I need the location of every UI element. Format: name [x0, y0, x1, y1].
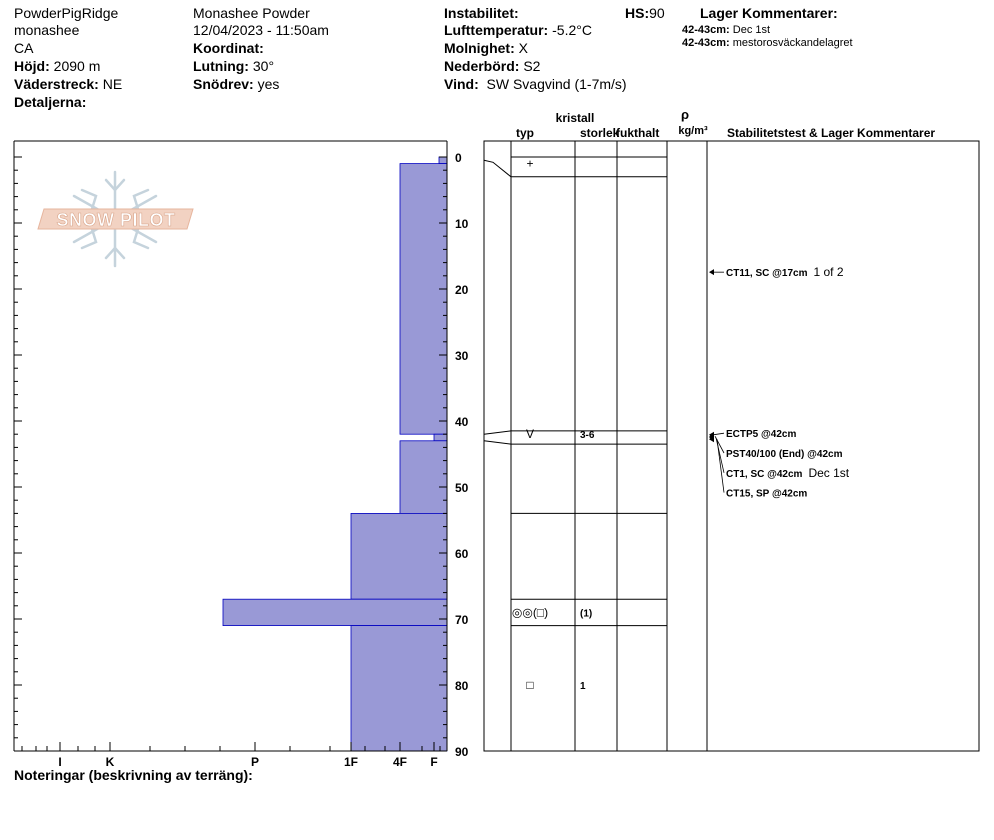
slope-value: 30°	[252, 58, 275, 74]
hs-label: HS:	[625, 5, 650, 21]
layer-comment-1-text: Dec 1st	[732, 24, 771, 36]
sky-label: Molnighet:	[444, 40, 515, 56]
range-name: monashee	[14, 22, 80, 38]
layer-comment-2-text: mestorosväckandelagret	[732, 37, 853, 49]
depth-tick-label: 90	[455, 745, 469, 759]
grain-size: (1)	[580, 608, 593, 620]
grain-size: 3-6	[580, 430, 595, 442]
hardness-bar	[223, 599, 447, 625]
stability-test-comment: Dec 1st	[808, 465, 850, 480]
hardness-tick-label: I	[58, 755, 62, 769]
observation-datetime: 12/04/2023 - 11:50am	[193, 22, 329, 38]
air-temp-label: Lufttemperatur:	[444, 22, 549, 38]
layer-comment-2-depth: 42-43cm:	[682, 37, 730, 49]
hardness-plot	[14, 141, 469, 769]
drift-value: yes	[257, 76, 280, 92]
grain-table-frame	[484, 141, 979, 751]
hardness-tick-label: K	[105, 755, 115, 769]
hardness-bar	[351, 513, 447, 599]
observer-name: Monashee Powder	[193, 5, 310, 21]
layer-connector	[484, 160, 511, 177]
layer-connector	[484, 441, 511, 444]
layer-connector	[484, 431, 511, 434]
moisture-column-header: fukthalt	[616, 126, 660, 140]
coord-label: Koordinat:	[193, 40, 264, 56]
hardness-tick-label: F	[430, 755, 438, 769]
precip-value: S2	[523, 58, 541, 74]
grain-size: 1	[580, 681, 586, 692]
hardness-tick-label: 1F	[343, 755, 359, 769]
grain-table	[484, 107, 979, 751]
depth-tick-label: 0	[455, 151, 462, 165]
aspect-label: Väderstreck:	[14, 76, 99, 92]
hardness-bar	[434, 434, 447, 441]
instability-label: Instabilitet:	[444, 5, 519, 21]
depth-tick-label: 40	[455, 415, 469, 429]
slope-label: Lutning:	[193, 58, 249, 74]
depth-tick-label: 80	[455, 679, 469, 693]
rho-column-header: ρ	[680, 107, 690, 122]
depth-tick-label: 60	[455, 547, 469, 561]
sky-value: X	[518, 40, 528, 56]
faceted-crystals-icon: □	[526, 678, 534, 692]
stability-test-comment: 1 of 2	[813, 265, 844, 280]
notes-label: Noteringar (beskrivning av terräng):	[14, 767, 253, 783]
stability-arrow	[714, 433, 724, 435]
layer-comments-title: Lager Kommentarer:	[700, 5, 838, 21]
arrow-head-icon	[709, 269, 714, 275]
stability-test-label: PST40/100 (End) @42cm	[726, 449, 843, 460]
wind-label: Vind:	[444, 76, 479, 92]
crystal-column-header: kristall	[555, 111, 595, 125]
stability-test-label: CT11, SC @17cm	[726, 268, 808, 280]
depth-hoar-icon: V	[525, 427, 535, 442]
density-column-header: kg/m³	[678, 125, 708, 137]
hardness-bar	[439, 157, 447, 164]
hardness-bar	[400, 441, 447, 514]
stability-test-label: ECTP5 @42cm	[726, 429, 797, 441]
elevation-label: Höjd:	[14, 58, 50, 74]
melt-forms-faceted-icon: ◎◎(□)	[511, 605, 549, 620]
size-column-header: storlek	[580, 126, 620, 140]
precipitation-particles-icon: +	[526, 156, 534, 171]
location-name: PowderPigRidge	[14, 5, 119, 21]
depth-tick-label: 10	[455, 217, 469, 231]
depth-tick-label: 50	[455, 481, 469, 495]
country-code: CA	[14, 40, 34, 56]
hardness-tick-label: 4F	[392, 755, 408, 769]
hardness-bar	[351, 626, 447, 751]
drift-label: Snödrev:	[193, 76, 254, 92]
wind-value: SW Svagvind (1-7m/s)	[486, 76, 627, 92]
layer-comment-1-depth: 42-43cm:	[682, 24, 730, 36]
stability-column-header: Stabilitetstest & Lager Kommentarer	[727, 126, 936, 140]
hs-value: 90	[649, 5, 665, 21]
elevation-value: 2090 m	[53, 58, 101, 74]
hardness-bar	[400, 164, 447, 435]
type-column-header: typ	[516, 126, 534, 140]
air-temp-value: -5.2°C	[552, 22, 592, 38]
logo-text: SNOW PILOT	[56, 210, 176, 230]
details-label: Detaljerna:	[14, 94, 87, 110]
precip-label: Nederbörd:	[444, 58, 520, 74]
aspect-value: NE	[102, 76, 123, 92]
stability-test-label: CT15, SP @42cm	[726, 488, 808, 500]
depth-tick-label: 30	[455, 349, 469, 363]
depth-tick-label: 20	[455, 283, 469, 297]
hardness-tick-label: P	[250, 755, 260, 769]
depth-tick-label: 70	[455, 613, 469, 627]
stability-test-label: CT1, SC @42cm	[726, 468, 803, 480]
